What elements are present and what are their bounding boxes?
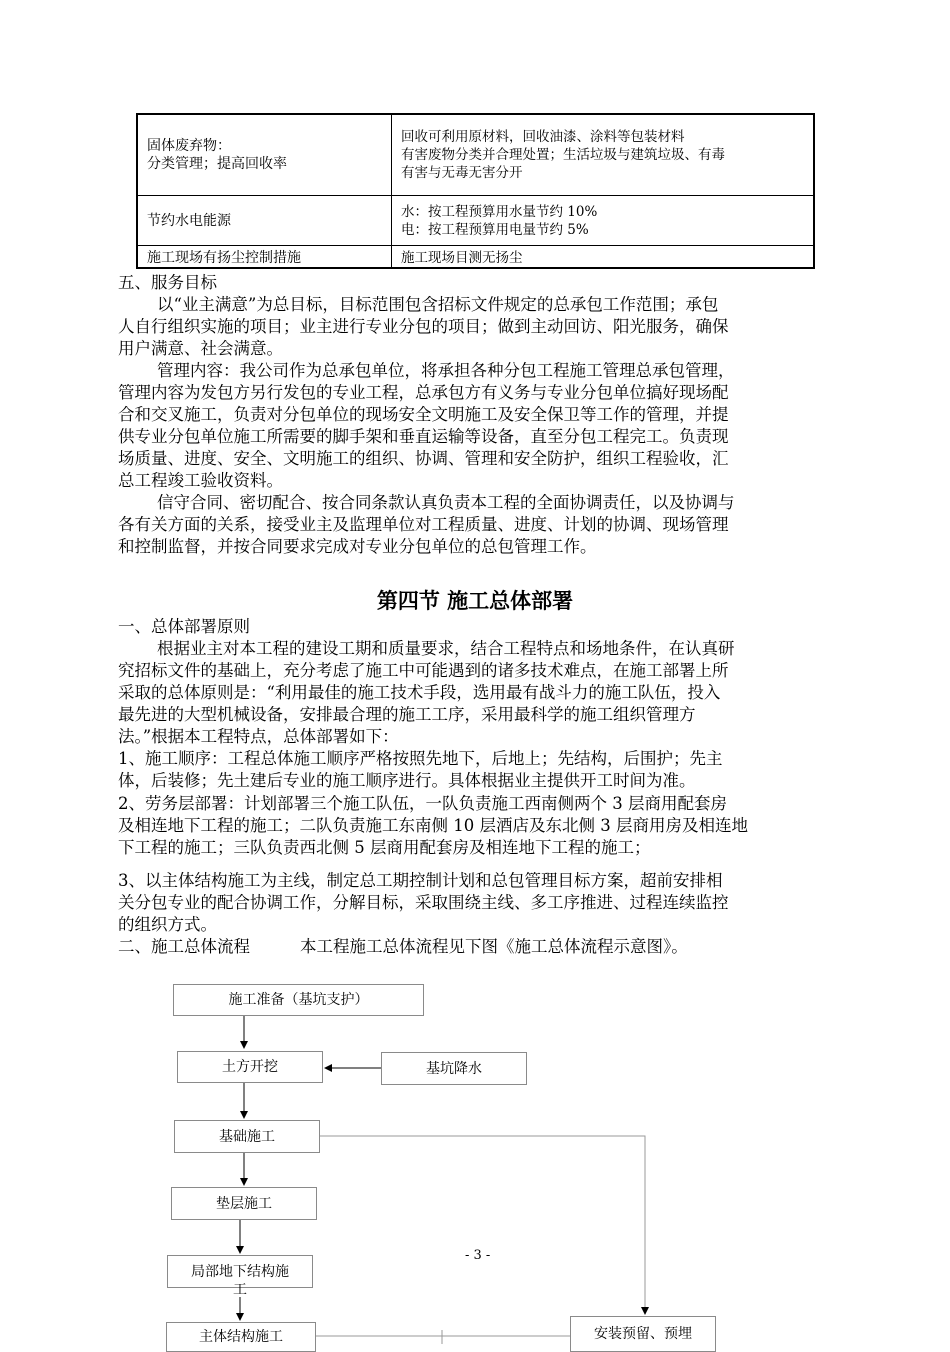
paragraph-line: 场质量、进度、安全、文明施工的组织、协调、管理和安全防护，组织工程验收，汇 [118, 449, 729, 468]
table-cell: 固体废弃物： [147, 138, 231, 154]
table-cell: 回收可利用原材料，回收油漆、涂料等包装材料 [401, 129, 685, 145]
table-cell: 有害与无毒无害分开 [401, 165, 523, 181]
flow-box-cushion: 垫层施工 [171, 1187, 317, 1220]
list-item: 体，后装修；先土建后专业的施工顺序进行。具体根据业主提供开工时间为准。 [118, 771, 696, 790]
paragraph-line: 用户满意、社会满意。 [118, 339, 283, 358]
flow-box-installation: 安装预留、预埋 [570, 1316, 716, 1352]
paragraph-line: 管理内容：我公司作为总承包单位，将承担各种分包工程施工管理总承包管理， [157, 361, 735, 380]
paragraph-line: 人自行组织实施的项目；业主进行专业分包的项目；做到主动回访、阳光服务，确保 [118, 317, 729, 336]
list-item: 下工程的施工；三队负责西北侧 5 层商用配套房及相连地下工程的施工； [118, 838, 651, 857]
paragraph-line: 本工程施工总体流程见下图《施工总体流程示意图》。 [300, 937, 688, 956]
section-heading: 二、施工总体流程 [118, 937, 250, 956]
paragraph-line: 管理内容为发包方另行发包的专业工程，总承包方有义务与专业分包单位搞好现场配 [118, 383, 729, 402]
list-item: 1、施工顺序：工程总体施工顺序严格按照先地下，后地上；先结构，后围护；先主 [118, 749, 723, 768]
list-item: 3、以主体结构施工为主线，制定总工期控制计划和总包管理目标方案，超前安排相 [118, 871, 723, 890]
paragraph-line: 合和交叉施工，负责对分包单位的现场安全文明施工及安全保卫等工作的管理，并提 [118, 405, 729, 424]
page-number: - 3 - [465, 1248, 491, 1263]
paragraph-line: 法。”根据本工程特点，总体部署如下： [118, 727, 399, 746]
table-cell: 水：按工程预算用水量节约 10% [401, 203, 598, 220]
table-cell: 电：按工程预算用电量节约 5% [401, 221, 589, 238]
list-item: 关分包专业的配合协调工作，分解目标，采取围绕主线、多工序推进、过程连续监控 [118, 893, 729, 912]
flow-box-preparation: 施工准备（基坑支护） [173, 984, 424, 1016]
section-title: 第四节 施工总体部署 [376, 589, 574, 613]
section-heading: 一、总体部署原则 [118, 617, 250, 636]
paragraph-line: 根据业主对本工程的建设工期和质量要求，结合工程特点和场地条件，在认真研 [157, 639, 735, 658]
paragraph-line: 供专业分包单位施工所需要的脚手架和垂直运输等设备，直至分包工程完工。负责现 [118, 427, 729, 446]
paragraph-line: 究招标文件的基础上，充分考虑了施工中可能遇到的诸多技术难点，在施工部署上所 [118, 661, 729, 680]
paragraph-line: 最先进的大型机械设备，安排最合理的施工工序，采用最科学的施工组织管理方 [118, 705, 696, 724]
flow-box-underground-wrap: 工 [233, 1282, 247, 1298]
table-cell: 分类管理；提高回收率 [147, 156, 287, 172]
table-cell: 有害废物分类并合理处置；生活垃圾与建筑垃圾、有毒 [401, 147, 725, 163]
section-heading: 五、服务目标 [118, 273, 217, 292]
list-item: 及相连地下工程的施工；二队负责施工东南侧 10 层酒店及东北侧 3 层商用房及相连地 [118, 816, 748, 835]
paragraph-line: 以“业主满意”为总目标，目标范围包含招标文件规定的总承包工作范围；承包 [157, 295, 719, 314]
table-cell: 节约水电能源 [147, 212, 231, 229]
paragraph-line: 总工程竣工验收资料。 [118, 471, 283, 490]
paragraph-line: 信守合同、密切配合、按合同条款认真负责本工程的全面协调责任，以及协调与 [157, 493, 735, 512]
flow-box-foundation: 基础施工 [174, 1120, 320, 1153]
table-cell: 施工现场有扬尘控制措施 [147, 249, 301, 266]
flow-box-dewatering: 基坑降水 [381, 1052, 527, 1085]
table-cell: 施工现场目测无扬尘 [401, 249, 523, 266]
paragraph-line: 各有关方面的关系，接受业主及监理单位对工程质量、进度、计划的协调、现场管理 [118, 515, 729, 534]
flow-box-main-structure: 主体结构施工 [166, 1322, 316, 1352]
flow-box-underground: 局部地下结构施 [167, 1255, 313, 1288]
list-item: 的组织方式。 [118, 915, 217, 934]
flow-box-excavation: 土方开挖 [177, 1051, 323, 1083]
paragraph-line: 采取的总体原则是：“利用最佳的施工技术手段，选用最有战斗力的施工队伍，投入 [118, 683, 721, 702]
list-item: 2、劳务层部署：计划部署三个施工队伍，一队负责施工西南侧两个 3 层商用配套房 [118, 794, 727, 813]
paragraph-line: 和控制监督，并按合同要求完成对专业分包单位的总包管理工作。 [118, 537, 597, 556]
